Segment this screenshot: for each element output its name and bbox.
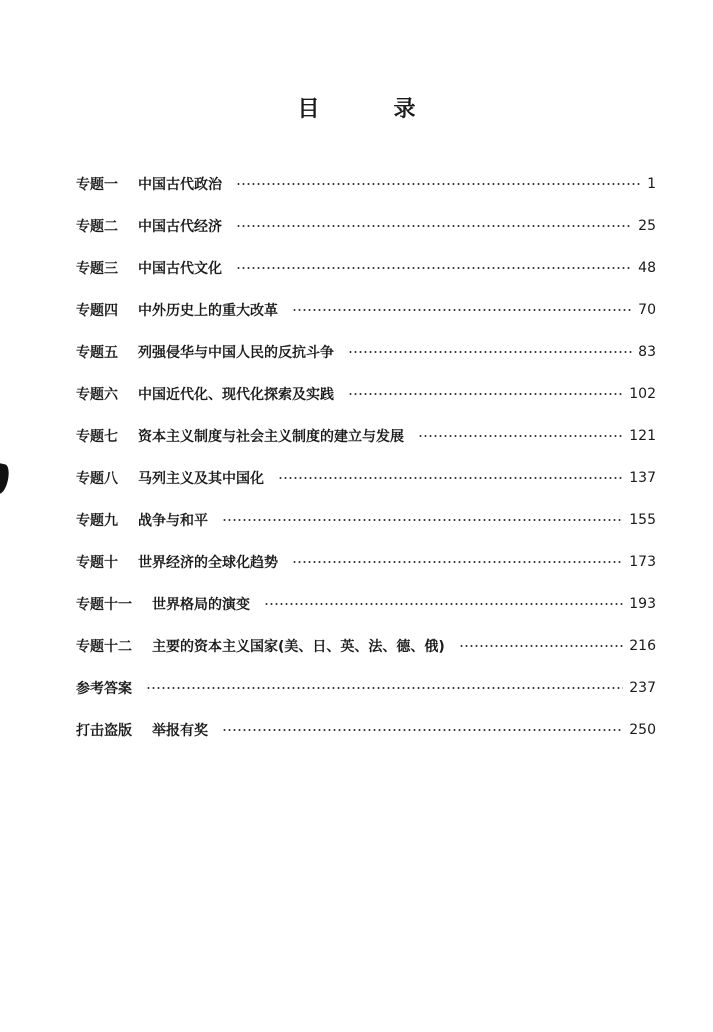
- toc-entry[interactable]: [76, 415, 656, 457]
- entry-page: 102: [629, 386, 656, 402]
- scan-edge-mark: [0, 463, 11, 495]
- toc-entry[interactable]: [76, 205, 656, 247]
- toc-entry[interactable]: [76, 625, 656, 667]
- entry-page: 83: [638, 344, 656, 360]
- toc-entry[interactable]: [76, 163, 656, 205]
- dot-leader: [236, 225, 632, 227]
- entry-label: 专题十: [76, 555, 118, 571]
- entry-title: 列强侵华与中国人民的反抗斗争: [138, 345, 334, 361]
- entry-page: 173: [629, 554, 656, 570]
- toc-entry[interactable]: [76, 373, 656, 415]
- entry-label: 专题十一: [76, 597, 132, 613]
- entry-page: 137: [629, 470, 656, 486]
- entry-page: 25: [638, 218, 656, 234]
- entry-label: 专题九: [76, 513, 118, 529]
- entry-page: 155: [629, 512, 656, 528]
- entry-title: 中国古代政治: [138, 177, 222, 193]
- entry-label: 专题七: [76, 429, 118, 445]
- toc-entry[interactable]: [76, 667, 656, 709]
- entry-title: 中国古代文化: [138, 261, 222, 277]
- entry-title: 战争与和平: [138, 513, 208, 529]
- entry-label: 专题一: [76, 177, 118, 193]
- entry-label: 专题五: [76, 345, 118, 361]
- entry-title: 资本主义制度与社会主义制度的建立与发展: [138, 429, 404, 445]
- entry-title: 主要的资本主义国家(美、日、英、法、德、俄): [152, 639, 445, 655]
- dot-leader: [146, 687, 623, 689]
- entry-title: 马列主义及其中国化: [138, 471, 264, 487]
- entry-label: 专题十二: [76, 639, 132, 655]
- dot-leader: [292, 561, 623, 563]
- entry-title: 中国古代经济: [138, 219, 222, 235]
- entry-label: 参考答案: [76, 681, 132, 697]
- toc-entry[interactable]: [76, 331, 656, 373]
- dot-leader: [348, 351, 632, 353]
- dot-leader: [236, 267, 632, 269]
- table-of-contents: [76, 163, 656, 751]
- page-title: 目 录: [297, 96, 442, 122]
- dot-leader: [418, 435, 623, 437]
- dot-leader: [264, 603, 623, 605]
- entry-page: 48: [638, 260, 656, 276]
- entry-label: 专题四: [76, 303, 118, 319]
- entry-label: 专题三: [76, 261, 118, 277]
- entry-label: 专题二: [76, 219, 118, 235]
- entry-title: 世界经济的全球化趋势: [138, 555, 278, 571]
- toc-entry[interactable]: [76, 289, 656, 331]
- dot-leader: [348, 393, 623, 395]
- entry-page: 193: [629, 596, 656, 612]
- entry-title: 中外历史上的重大改革: [138, 303, 278, 319]
- entry-page: 216: [629, 638, 656, 654]
- toc-entry[interactable]: [76, 583, 656, 625]
- dot-leader: [222, 519, 623, 521]
- toc-entry[interactable]: [76, 457, 656, 499]
- entry-page: 237: [629, 680, 656, 696]
- toc-entry[interactable]: [76, 247, 656, 289]
- entry-label: 专题六: [76, 387, 118, 403]
- dot-leader: [236, 183, 641, 185]
- entry-label: 打击盗版: [76, 723, 132, 739]
- entry-page: 121: [629, 428, 656, 444]
- dot-leader: [292, 309, 632, 311]
- entry-page: 1: [647, 176, 656, 192]
- entry-title: 中国近代化、现代化探索及实践: [138, 387, 334, 403]
- entry-title: 举报有奖: [152, 723, 208, 739]
- dot-leader: [459, 645, 623, 647]
- entry-page: 250: [629, 722, 656, 738]
- dot-leader: [222, 729, 623, 731]
- toc-entry[interactable]: [76, 541, 656, 583]
- dot-leader: [278, 477, 623, 479]
- entry-label: 专题八: [76, 471, 118, 487]
- toc-entry[interactable]: [76, 499, 656, 541]
- entry-title: 世界格局的演变: [152, 597, 250, 613]
- toc-entry[interactable]: [76, 709, 656, 751]
- entry-page: 70: [638, 302, 656, 318]
